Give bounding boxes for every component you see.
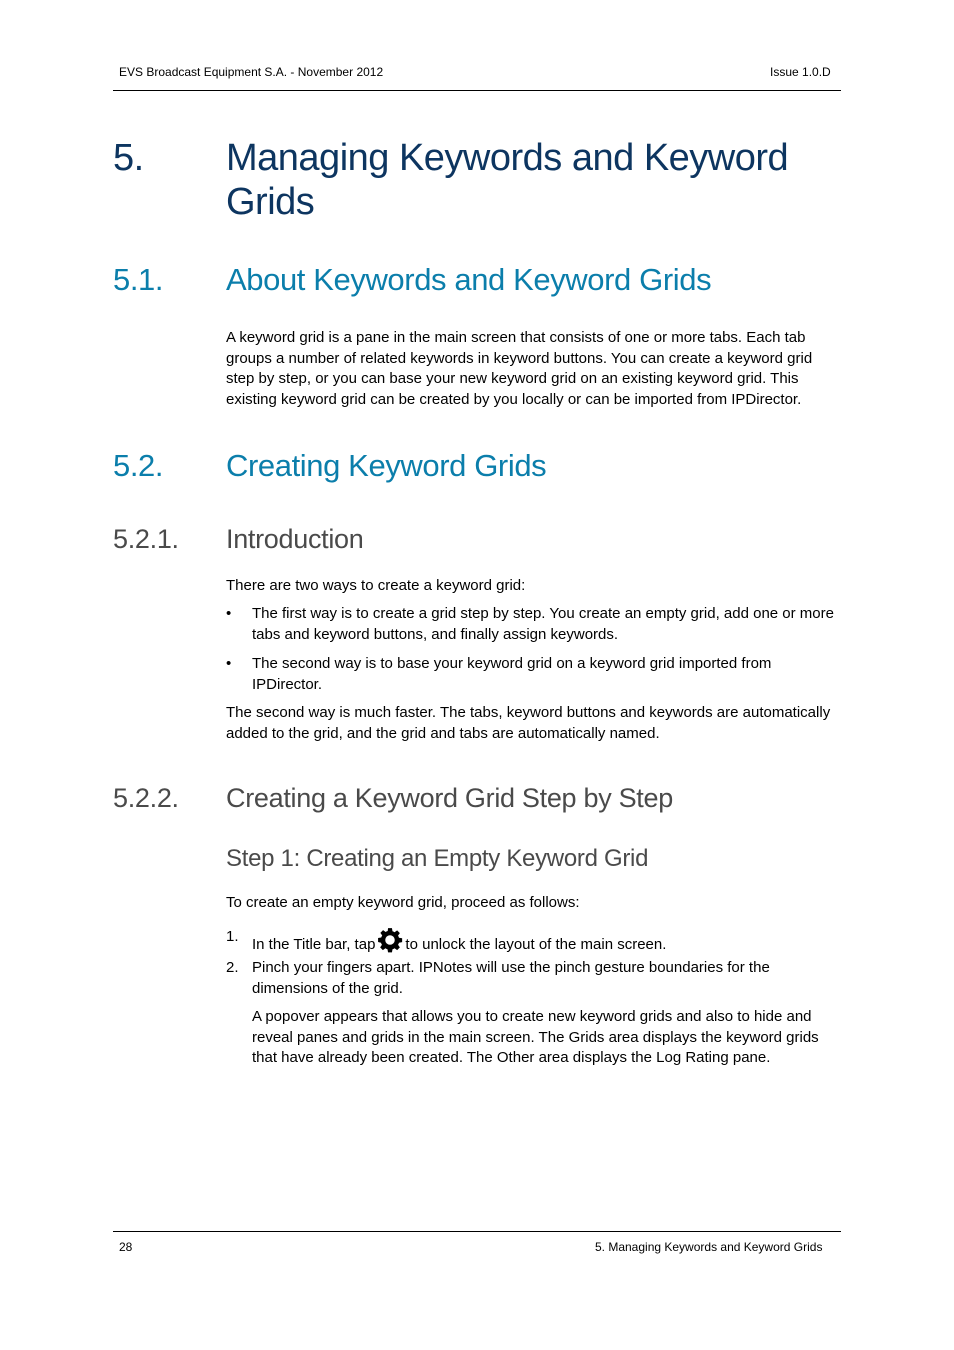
section-title: About Keywords and Keyword Grids bbox=[226, 262, 712, 297]
list-item-text: The first way is to create a grid step by step. You create an empty grid, add one or more tabs and keyword buttons, and finally assign keywords. bbox=[252, 605, 834, 643]
footer-chapter-ref: 5. Managing Keywords and Keyword Grids bbox=[595, 1240, 823, 1254]
section-number: 5.2.2. bbox=[113, 783, 179, 813]
bullet-mark: • bbox=[226, 655, 232, 672]
list-item-text bbox=[252, 927, 836, 956]
step-heading: Step 1: Creating an Empty Keyword Grid bbox=[226, 845, 649, 872]
section-5-1-paragraph: A keyword grid is a pane in the main screen that consists of one or more tabs. Each tab groups a number of related keywords in keyword buttons. You can create a keyword grid step by step, or you can base your new keyword grid on an existing keyword grid. This existing keyword grid can be created by you locally or can be imported from IPDirector. bbox=[226, 329, 813, 408]
section-number: 5.2.1. bbox=[113, 524, 179, 554]
step-number: 2. bbox=[226, 959, 239, 976]
section-title: Creating Keyword Grids bbox=[226, 448, 547, 483]
page-number: 28 bbox=[119, 1240, 133, 1254]
bullet-mark: • bbox=[226, 605, 232, 622]
section-heading-5-2-2 bbox=[113, 783, 673, 814]
outro-paragraph: The second way is much faster. The tabs, keyword buttons and keywords are automatically added to the grid, and the grid and tabs are automatically named. bbox=[226, 704, 831, 742]
step-intro: To create an empty keyword grid, proceed as follows: bbox=[226, 894, 580, 911]
list-item-text: Pinch your fingers apart. IPNotes will use the pinch gesture boundaries for the dimensions of the grid. bbox=[252, 959, 770, 997]
list-item-text: The second way is to base your keyword grid on a keyword grid imported from IPDirector. bbox=[252, 655, 772, 693]
section-heading-5-1 bbox=[113, 262, 712, 298]
chapter-title: Managing Keywords and Keyword Grids bbox=[226, 137, 789, 223]
section-title: Introduction bbox=[226, 524, 364, 554]
step-text-before: In the Title bar, tap bbox=[252, 936, 376, 953]
section-number: 5.1. bbox=[113, 262, 164, 297]
header-right: Issue 1.0.D bbox=[770, 65, 831, 79]
section-title: Creating a Keyword Grid Step by Step bbox=[226, 783, 673, 813]
step-text-after: to unlock the layout of the main screen. bbox=[405, 936, 667, 953]
step-number: 1. bbox=[226, 928, 239, 945]
intro-paragraph: There are two ways to create a keyword grid: bbox=[226, 577, 526, 594]
step-note: A popover appears that allows you to create new keyword grids and also to hide and reveal panes and grids in the main screen. The Grids area displays the keyword grids that have already been created. The Other area displays the Log Rating pane. bbox=[252, 1008, 819, 1066]
section-heading-5-2-1 bbox=[113, 524, 364, 555]
section-heading-5-2 bbox=[113, 448, 547, 484]
header-left: EVS Broadcast Equipment S.A. - November 2012 bbox=[119, 65, 384, 79]
section-number: 5.2. bbox=[113, 448, 164, 483]
chapter-number: 5. bbox=[113, 137, 144, 179]
gear-icon bbox=[377, 927, 403, 953]
footer-rule bbox=[113, 1231, 841, 1232]
header-rule bbox=[113, 90, 841, 91]
